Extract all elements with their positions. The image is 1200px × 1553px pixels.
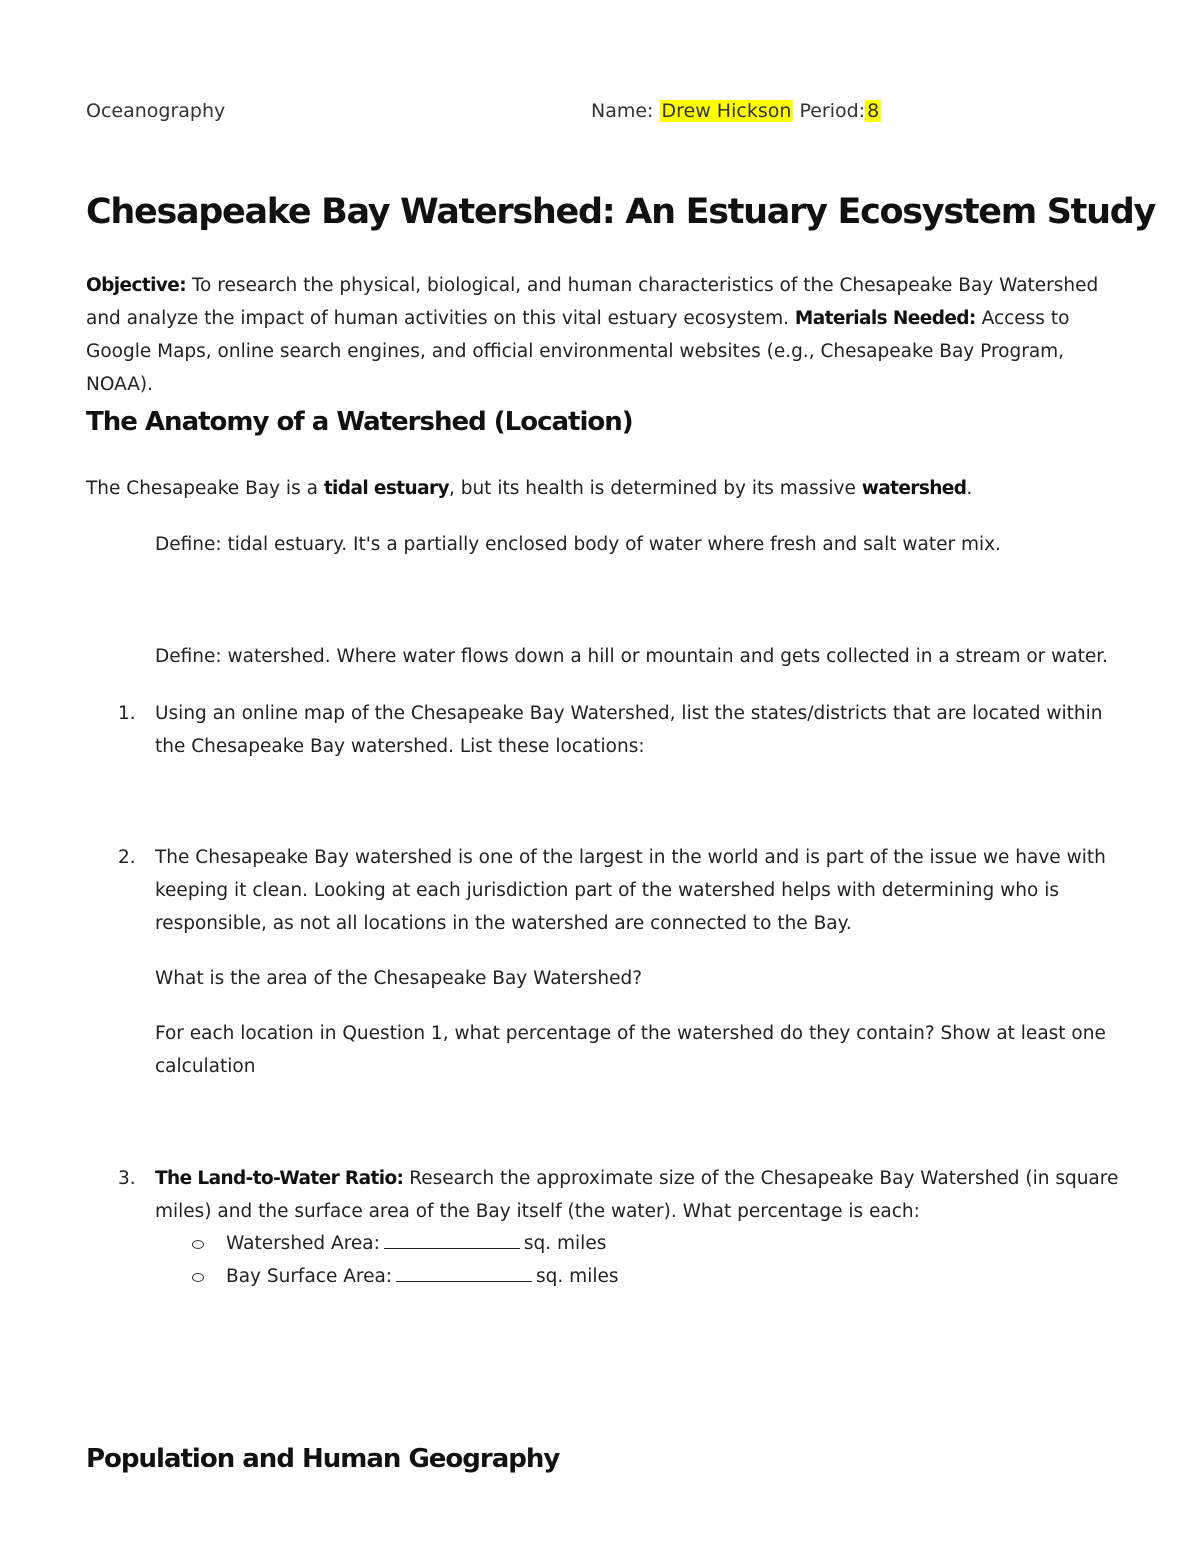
watershed-area-label: Watershed Area: xyxy=(226,1233,380,1254)
question-1-number: 1. xyxy=(118,703,136,724)
page-title: Chesapeake Bay Watershed: An Estuary Ecosystem Study xyxy=(86,192,1155,232)
question-1-text: Using an online map of the Chesapeake Bay Watershed, list the states/districts that are located within the Chesapeake Bay watershed. List these locations: xyxy=(155,703,1103,757)
section-heading-anatomy: The Anatomy of a Watershed (Location) xyxy=(86,407,633,437)
bay-surface-area-blank[interactable] xyxy=(396,1263,532,1282)
question-2-sub-area: What is the area of the Chesapeake Bay Watershed? xyxy=(155,968,643,989)
objective-label: Objective: xyxy=(86,275,187,296)
bullet-circle-icon xyxy=(192,1273,204,1282)
bay-surface-area-label: Bay Surface Area: xyxy=(226,1266,393,1287)
question-3-label: The Land-to-Water Ratio: xyxy=(155,1168,404,1189)
objective-paragraph xyxy=(86,269,1126,401)
section-heading-population: Population and Human Geography xyxy=(86,1444,560,1474)
question-3-text xyxy=(155,1162,1135,1228)
intro-text-b: , but its health is determined by its massive xyxy=(448,478,862,499)
intro-text-c: . xyxy=(966,478,973,499)
question-2-number: 2. xyxy=(118,847,136,868)
bay-surface-area-unit: sq. miles xyxy=(536,1266,619,1287)
estuary-intro xyxy=(86,472,1126,505)
student-info xyxy=(591,100,881,122)
bullet-circle-icon xyxy=(192,1240,204,1249)
name-value: Drew Hickson xyxy=(661,100,792,122)
materials-text: Access to Google Maps, online search engines, and official environmental websites (e.g., Chesapeake Bay Program, NOAA). xyxy=(86,308,1070,395)
bay-surface-area-line xyxy=(226,1260,619,1293)
intro-text-a: The Chesapeake Bay is a xyxy=(86,478,324,499)
question-2-text: The Chesapeake Bay watershed is one of the largest in the world and is part of the issue we have with keeping it clean. Looking at each jurisdiction part of the watershed helps with determining who is responsible, as not all locations in the watershed are connected to the Bay. xyxy=(155,847,1106,934)
objective-text: To research the physical, biological, and human characteristics of the Chesapeake Bay Watershed and analyze the impact of human activities on this vital estuary ecosystem. xyxy=(86,275,1099,329)
watershed-area-line xyxy=(226,1227,606,1260)
period-label: Period: xyxy=(799,100,866,122)
question-2-sub-percentage: For each location in Question 1, what percentage of the watershed do they contain? Show at least one calculation xyxy=(155,1023,1106,1077)
period-value: 8 xyxy=(867,100,880,122)
name-label: Name: xyxy=(591,100,654,122)
question-3-number: 3. xyxy=(118,1168,136,1189)
course-name: Oceanography xyxy=(86,100,226,122)
watershed-area-unit: sq. miles xyxy=(523,1233,607,1254)
term-watershed: watershed xyxy=(861,478,967,499)
term-tidal-estuary: tidal estuary xyxy=(323,478,449,499)
question-3-body: Research the approximate size of the Chesapeake Bay Watershed (in square miles) and the surface area of the Bay itself (the water). What percentage is each: xyxy=(155,1168,1119,1222)
materials-label: Materials Needed: xyxy=(794,308,976,329)
definition-tidal-estuary: Define: tidal estuary. It's a partially enclosed body of water where fresh and salt water mix. xyxy=(155,534,1001,555)
definition-watershed: Define: watershed. Where water flows down a hill or mountain and gets collected in a stream or water. xyxy=(155,646,1109,667)
watershed-area-blank[interactable] xyxy=(384,1230,520,1249)
